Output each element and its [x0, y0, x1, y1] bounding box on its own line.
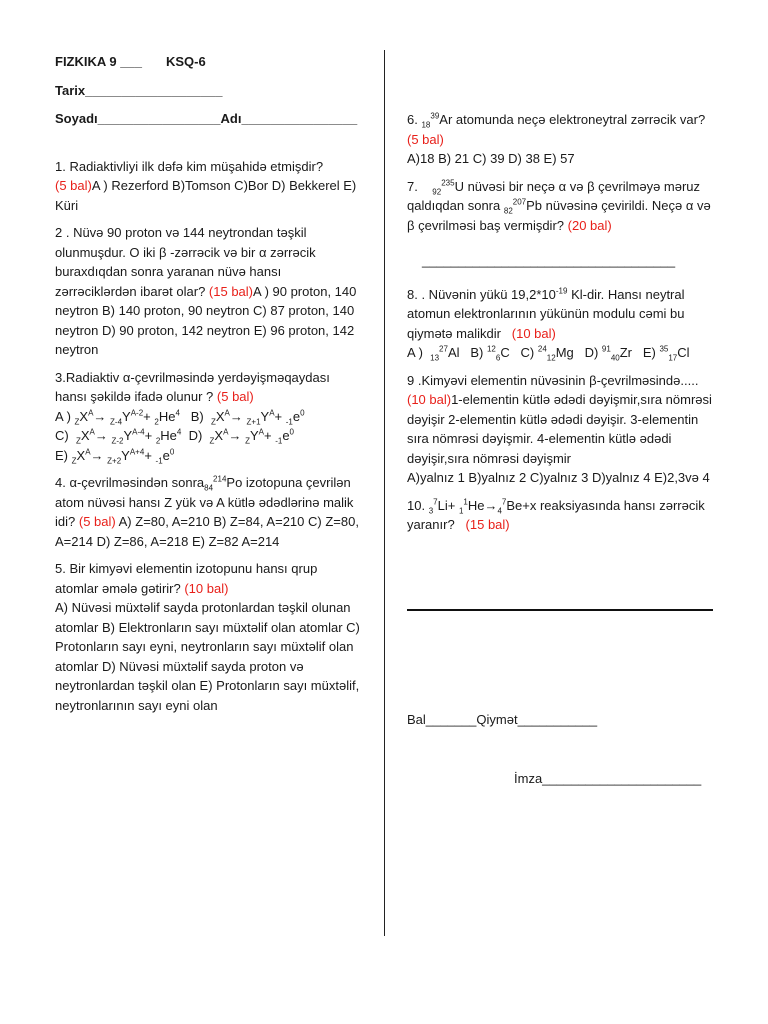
q3-option-e: E) $_ZX^A\to _{Z+2}Y^{A+4}+ _{-1}e^0$ — [55, 447, 175, 466]
q6-points: (5 bal) — [407, 131, 444, 147]
date-line: Tarix___________________ — [55, 82, 223, 98]
signature-line: İmza______________________ — [514, 771, 702, 786]
grade-line: Bal_______Qiymət___________ — [407, 712, 598, 727]
question-8: 8. . Nüvənin yükü $19,2*10^{-19}$ Kl-dir. Hansı neytral atomun elektronlarının yükünün modulu cəmi bu qiymətə malikdir (10 bal) A ) $_{13}^{27}$Al B) $^{12}_6$C C) $^{24}_{12}$Mg D) $^{91}_{40}$Zr E) $^{35}_{17}$Cl — [407, 286, 690, 363]
q8-text-a: 8. . Nüvənin yükü 19,2*10 — [407, 286, 556, 302]
q7-text-b: U nüvəsi bir neçə α və β çevrilməyə məruz qaldıqdan sonra — [407, 178, 701, 213]
q7-answer-line: ___________________________________ — [422, 253, 676, 268]
q9-options: A)yalnız 1 B)yalnız 2 C)yalnız 3 D)yalnız 4 E)2,3və 4 — [407, 470, 710, 485]
q4-text-a: 4. α-çevrilməsindən sonra — [55, 475, 205, 490]
question-5 — [55, 559, 360, 715]
question-9 — [407, 371, 717, 488]
q3-text: 3.Radiaktiv α-çevrilməsində yerdəyişməqaydası hansı şəkildə ifadə olunur ? — [55, 369, 330, 404]
q8-text-b: Kl-dir. Hansı neytral atomun elektronlarının yükünün modulu cəmi bu qiymətə malikdir — [407, 286, 685, 341]
q6-options: A)18 B) 21 C) 39 D) 38 E) 57 — [407, 151, 575, 166]
q5-options: A) Nüvəsi müxtəlif sayda protonlardan təşkil olunan atomlar B) Elektronların sayı müxtəlif olan atomlar C) Protonların sayı eyni, neytronların sayı müxtəlif olan atomlar D) Nüvəsi müxtəlif sayda proton və neytronlardan təşkil olan E) Protonların sayı müxtəlif, neytronlarının sayı eyni olan — [55, 600, 360, 713]
q4-text-b: Po izotopuna çevrilən atom nüvəsi hansı Z yük və A kütlə ədədlərinə malik idi? — [55, 475, 354, 529]
column-divider — [384, 50, 385, 936]
answer-rule — [407, 609, 713, 611]
q8-options: A ) $_{13}^{27}$Al B) $^{12}_6$C C) $^{24}_{12}$Mg D) $^{91}_{40}$Zr E) $^{35}_{17}$Cl — [407, 344, 690, 363]
q3-option-c: C) $_ZX^A\to _{Z-2}Y^{A-4}+ _2He^4$ D) $_ZX^A\to _ZY^A+ _{-1}e^0$ — [55, 427, 294, 446]
test-code: KSQ-6 — [165, 54, 206, 69]
name-line — [55, 109, 360, 129]
q10-text-b: Be+x reaksiyasında hansı zərrəcik yaranır? — [407, 497, 705, 532]
q7-text-a: 7. — [407, 178, 418, 194]
q7-points: (20 bal) — [567, 217, 612, 233]
q10-points: (15 bal) — [465, 517, 510, 532]
surname-line: Soyadı_________________ — [55, 111, 221, 126]
question-2 — [55, 223, 360, 360]
question-10: 10. $_3^7Li+ _1^1He\to_4^7Be+x$ reaksiyasında hansı zərrəcik yaranır? (15 bal) — [407, 497, 705, 532]
question-7: 7. $_{92}^{235}$U nüvəsi bir neçə α və β çevrilməyə məruz qaldıqdan sonra $_{82}^{207}$Pb nüvəsinə çevirildi. Neçə α və β çevrilməsi baş vermişdir? (20 bal) ___________________________________ — [407, 177, 717, 271]
question-1 — [55, 157, 360, 216]
q5-text: 5. Bir kimyəvi elementin izotopunu hansı qrup atomlar əmələ gətirir? — [55, 561, 318, 596]
question-3 — [55, 368, 360, 466]
header-subject-line — [55, 52, 360, 72]
q2-options: A ) 90 proton, 140 neytron B) 140 proton, 90 neytron C) 87 proton, 140 neytron D) 90 proton, 142 neytron E) 96 proton, 142 neytron — [55, 283, 357, 357]
q9-text: 9 .Kimyəvi elementin nüvəsinin β-çevrilməsində..... — [407, 372, 699, 388]
firstname-line: Adı________________ — [220, 111, 358, 126]
q2-points: (15 bal) — [208, 283, 253, 299]
q8-points: (10 bal) — [511, 325, 556, 341]
q10-text-a: 10. — [407, 497, 426, 513]
left-column — [55, 52, 360, 715]
q1-options: A ) Rezerford B)Tomson C)Bor D) Bekkerel E) Küri — [55, 178, 357, 213]
q6-text-b: Ar atomunda neçə elektroneytral zərrəcik var? — [439, 112, 706, 127]
q1-points: (5 bal) — [55, 178, 92, 193]
q7-text-c: Pb nüvəsinə çevirildi. Neçə α və β çevrilməsi baş vermişdir? — [407, 198, 711, 233]
question-4: 4. α-çevrilməsindən sonra$_{84}^{214}$Po izotopuna çevrilən atom nüvəsi hansı Z yük və A kütlə ədədlərinə malik idi? (5 bal) A) Z=80, A=210 B) Z=84, A=210 C) Z=80, A=214 D) Z=86, A=218 E) Z=82 A=214 — [55, 474, 359, 549]
q1-text: 1. Radiaktivliyi ilk dəfə kim müşahidə etmişdir? — [55, 158, 324, 174]
q4-points: (5 bal) — [78, 514, 116, 529]
subject-label: FIZKIKA 9 ___ — [55, 54, 142, 69]
q4-options: A) Z=80, A=210 B) Z=84, A=210 C) Z=80, A=214 D) Z=86, A=218 E) Z=82 A=214 — [55, 514, 359, 549]
right-column — [407, 110, 717, 535]
q5-points: (10 bal) — [184, 580, 229, 596]
q2-text: 2 . Nüvə 90 proton və 144 neytrondan təşkil olunmuşdur. O iki β -zərrəcik və bir α zərrəcik buraxdıqdan sonra yaranan nüvə hansı zərrəciklərdən ibarət olar? — [55, 225, 316, 299]
q6-text-a: 6. — [407, 112, 418, 127]
q9-points: (10 bal) — [407, 392, 452, 407]
question-6: 6. $_{18}^{39}$Ar atomunda neçə elektroneytral zərrəcik var? (5 bal) A)18 B) 21 C) 39 D) 38 E) 57 — [407, 111, 706, 166]
q3-option-a: A ) $_ZX^A\to _{Z-4}Y^{A-2}+ _2He^4$ B) $_ZX^A\to _{Z+1}Y^A+ _{-1}e^0$ — [55, 408, 305, 427]
q3-points: (5 bal) — [216, 389, 254, 404]
q9-body: 1-elementin kütlə ədədi dəyişmir,sıra nömrəsi dəyişir 2-elementin kütlə ədədi dəyişir. 3-elementin sıra nömrəsi dəyişmir. 4-elementin kütlə ədədi dəyişir,sıra nömrəsi dəyişmir — [407, 392, 712, 466]
